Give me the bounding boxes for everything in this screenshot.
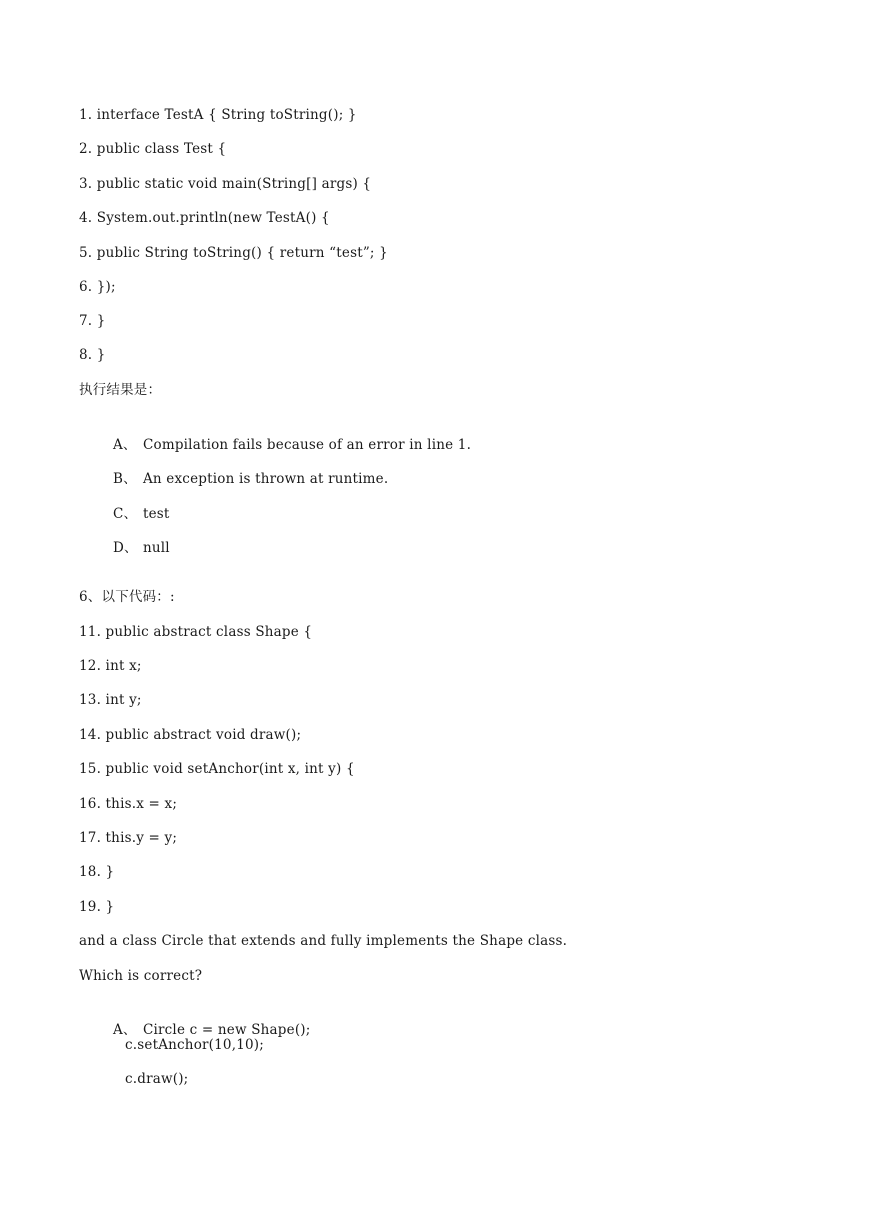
option-label: B、 [112,471,137,487]
code-line: 8. } [79,347,106,363]
code-line: 4. System.out.println(new TestA() { [79,210,330,226]
question-prompt: 执行结果是： [79,382,162,398]
answer-option-b [95,449,389,487]
option-label: C、 [112,506,138,522]
option-continuation-line: c.draw(); [125,1071,189,1087]
code-line: 1. interface TestA { String toString(); } [79,107,357,123]
code-line: 17. this.y = y; [79,830,178,846]
question-prompt: Which is correct? [79,968,203,984]
answer-option-c [95,484,170,522]
code-line: 6. }); [79,279,116,295]
code-line: 12. int x; [79,658,142,674]
code-line: 2. public class Test { [79,141,227,157]
code-line: 11. public abstract class Shape { [79,624,313,640]
option-text: Circle c = new Shape(); [142,1022,311,1038]
code-line: 16. this.x = x; [79,796,178,812]
option-label: A、 [112,437,137,453]
answer-option-a [95,1000,311,1038]
code-line: 5. public String toString() { return “test”; } [79,245,388,261]
question-heading: 6、以下代码：: [79,589,175,605]
code-line: 13. int y; [79,692,142,708]
option-continuation-line: c.setAnchor(10,10); [125,1037,265,1053]
code-line: 18. } [79,864,115,880]
option-text: Compilation fails because of an error in line 1. [142,437,472,453]
code-line: 3. public static void main(String[] args) { [79,176,372,192]
option-text: test [142,506,170,522]
code-line: 7. } [79,313,106,329]
option-label: A、 [112,1022,137,1038]
question-description: and a class Circle that extends and fully implements the Shape class. [79,933,568,949]
option-text: An exception is thrown at runtime. [142,471,389,487]
code-line: 15. public void setAnchor(int x, int y) { [79,761,355,777]
answer-option-a [95,415,472,453]
code-line: 14. public abstract void draw(); [79,727,302,743]
answer-option-d [95,518,170,556]
option-text: null [142,540,170,556]
option-label: D、 [112,540,138,556]
code-line: 19. } [79,899,115,915]
